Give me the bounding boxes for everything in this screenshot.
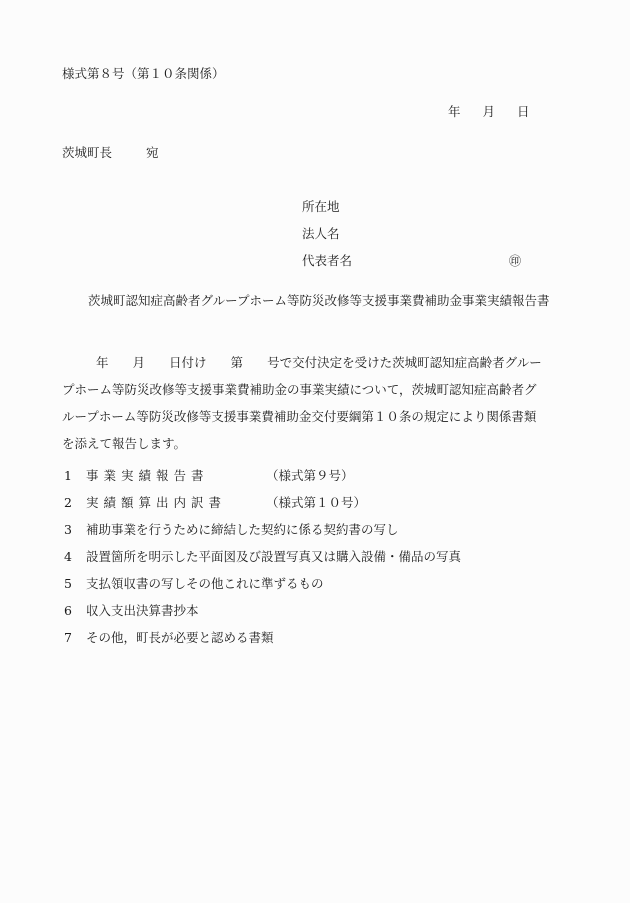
list-item-number: 2 [64,495,72,510]
list-item [64,522,461,549]
applicant-corporation-label: 法人名 [302,226,340,241]
applicant-representative-label: 代表者名 [302,253,353,268]
list-item-number: 3 [64,522,72,537]
list-item [64,549,461,576]
list-item-number: 7 [64,630,72,645]
date-day-label: 日 [517,104,530,119]
date-line [448,104,530,120]
applicant-address-label: 所在地 [302,199,340,214]
list-item-label: その他，町長が必要と認める書類 [86,630,274,645]
list-item [64,603,461,630]
list-item-number: 4 [64,549,72,564]
addressee [62,145,159,161]
list-item-label: 事業実績報告書 [86,468,209,483]
list-item-label: 支払領収書の写しその他これに準ずるもの [86,576,324,591]
list-item-number: 1 [64,468,72,483]
attachment-list [64,468,461,657]
list-item-label: 実績額算出内訳書 [86,495,227,510]
list-item-form-ref: （様式第９号） [266,468,354,483]
date-month-label: 月 [482,104,496,119]
list-item-form-ref: （様式第１０号） [266,495,367,510]
list-item-label: 補助事業を行うために締結した契約に係る契約書の写し [86,522,399,537]
body-date-suffix: 日付け [169,355,207,370]
addressee-honorific: 宛 [146,145,159,160]
body-year-label: 年 [96,355,109,370]
body-month-label: 月 [132,355,146,370]
document-title: 茨城町認知症高齢者グループホーム等防災改修等支援事業費補助金事業実績報告書 [88,293,550,308]
list-item [64,576,461,603]
body-paragraph [62,349,542,457]
list-item [64,630,461,657]
form-number: 様式第８号（第１０条関係） [62,66,225,81]
list-item [64,495,461,522]
list-item-label: 収入支出決算書抄本 [86,603,199,618]
list-item-label: 設置箇所を明示した平面図及び設置写真又は購入設備・備品の写真 [86,549,462,564]
body-number-prefix: 第 [230,355,244,370]
addressee-name: 茨城町長 [62,145,113,160]
seal-icon: ㊞ [509,254,522,268]
date-year-label: 年 [448,104,461,119]
body-text: 号で交付決定を受けた茨城町認知症高齢者グループホーム等防災改修等支援事業費補助金の事業実績について，茨城町認知症高齢者グループホーム等防災改修等支援事業費補助金交付要綱第１０条の規定により関係書類を添えて報告します。 [62,355,542,451]
list-item-number: 5 [64,576,72,591]
list-item [64,468,461,495]
list-item-number: 6 [64,603,72,618]
